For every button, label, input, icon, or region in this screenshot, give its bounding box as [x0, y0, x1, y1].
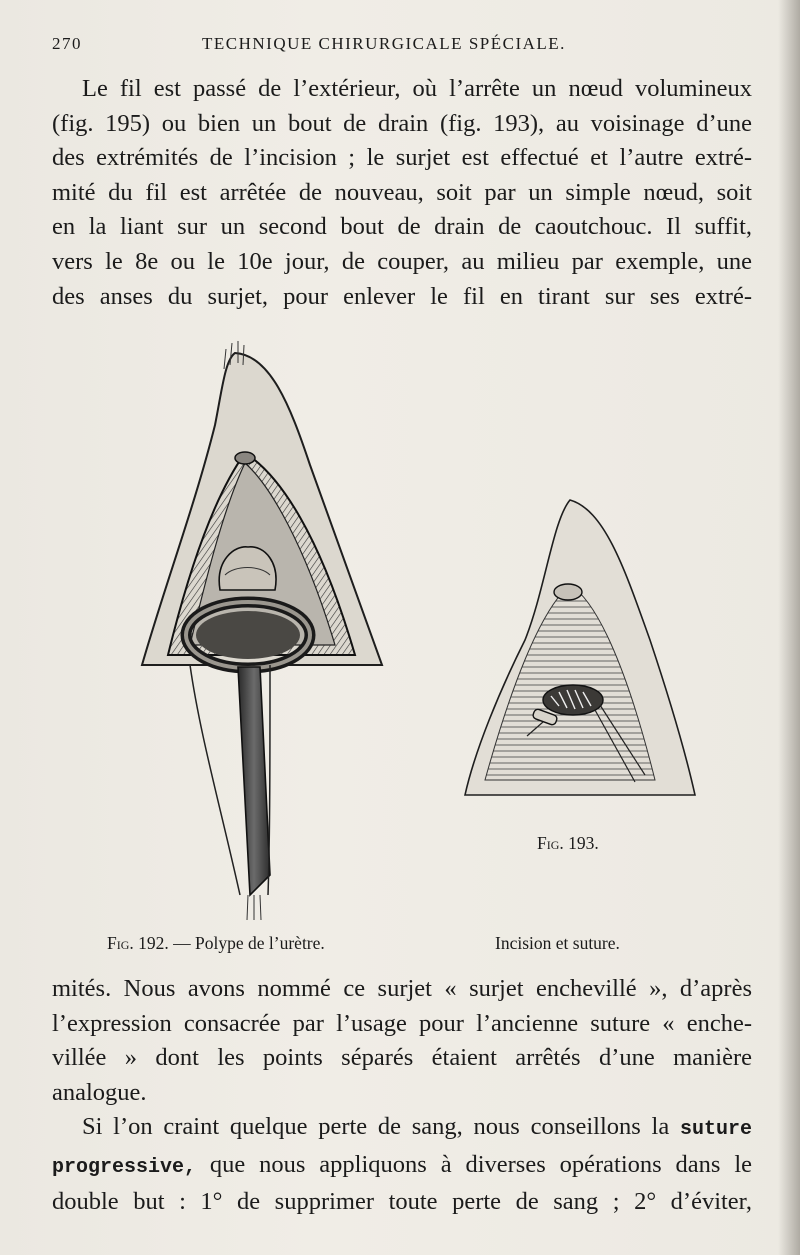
figure-193-text: Incision et suture.	[495, 933, 620, 953]
text-line	[52, 1110, 752, 1148]
text-line: des anses du surjet, pour enlever le fil en tirant sur ses extré-	[52, 282, 752, 310]
text-line: Le fil est passé de l’extérieur, où l’arrête un nœud volumineux	[82, 75, 752, 102]
bottom-paragraph-2	[52, 1110, 752, 1220]
figure-193-label: Fig. 193.	[537, 833, 599, 853]
figure-192-label: Fig. 192.	[107, 933, 169, 953]
text-fragment: que nous appliquons à diverses opérations dans le	[209, 1150, 753, 1178]
figure-192-illustration	[120, 335, 400, 925]
text-line: en la liant sur un second bout de drain de caoutchouc. Il suffit,	[52, 213, 752, 241]
text-line: (fig. 195) ou bien un bout de drain (fig. 193), au voisinage d’une	[52, 109, 752, 137]
text-line: des extrémités de l’incision ; le surjet est effectué et l’autre extré-	[52, 144, 752, 172]
figure-193-illustration	[455, 490, 705, 810]
text-line: mité du fil est arrêtée de nouveau, soit par un simple nœud, soit	[52, 178, 752, 206]
text-line: double but : 1° de supprimer toute perte de sang ; 2° d’éviter,	[52, 1188, 752, 1216]
text-fragment: Si l’on craint quelque perte de sang, nous conseillons la	[82, 1113, 670, 1140]
top-paragraph	[52, 72, 752, 314]
page-number: 270	[52, 34, 82, 53]
bold-term: suture	[679, 1118, 752, 1141]
text-line: vers le 8e ou le 10e jour, de couper, au milieu par exemple, une	[52, 247, 752, 275]
figure-192-caption	[107, 933, 325, 954]
figure-193-caption	[495, 933, 620, 954]
bold-term: progressive,	[52, 1155, 197, 1179]
bottom-paragraph-1	[52, 972, 752, 1110]
page-edge-shadow	[778, 0, 800, 1255]
text-line	[52, 1148, 752, 1186]
running-head	[52, 34, 752, 56]
text-line: l’expression consacrée par l’usage pour l’ancienne suture « enche-	[52, 1009, 752, 1037]
figure-192-text: — Polype de l’urètre.	[173, 933, 325, 953]
figure-193-label-block	[537, 833, 599, 854]
text-line: analogue.	[52, 1078, 147, 1106]
text-line: mités. Nous avons nommé ce surjet « surjet enchevillé », d’après	[52, 975, 752, 1002]
running-title: TECHNIQUE CHIRURGICALE SPÉCIALE.	[202, 34, 566, 53]
text-line: villée » dont les points séparés étaient arrêtés d’une manière	[52, 1044, 752, 1072]
